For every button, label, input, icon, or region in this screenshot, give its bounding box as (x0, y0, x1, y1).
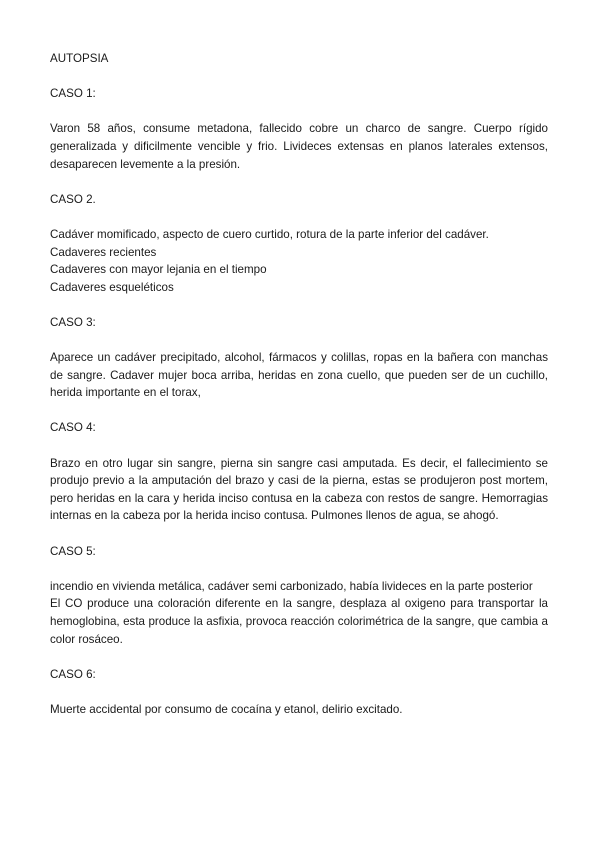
case-5-paragraph: incendio en vivienda metálica, cadáver semi carbonizado, había livideces en la parte posterior (50, 579, 533, 593)
case-6-paragraph: Muerte accidental por consumo de cocaína y etanol, delirio excitado. (50, 702, 403, 716)
case-3-heading: CASO 3: (50, 315, 96, 329)
case-5-paragraph: El CO produce una coloración diferente en la sangre, desplaza al oxigeno para transportar la hemoglobina, esta produce la asfixia, provoca reacción colorimétrica de la sangre, que cambia a color rosáceo. (50, 597, 548, 646)
case-4-paragraph: Brazo en otro lugar sin sangre, pierna sin sangre casi amputada. Es decir, el fallecimiento se produjo previo a la amputación del brazo y casi de la pierna, estas se produjeron post mortem, pero heridas en la cara y herida inciso contusa en la cabeza con restos de sangre. Hemorragias internas en la cabeza por la herida inciso contusa. Pulmones llenos de agua, se ahogó. (50, 456, 548, 523)
case-2-heading: CASO 2. (50, 192, 96, 206)
case-4-heading: CASO 4: (50, 421, 96, 435)
case-1-paragraph: Varon 58 años, consume metadona, fallecido cobre un charco de sangre. Cuerpo rígido generalizada y dificilmente vencible y frio. Livideces extensas en planos laterales extensos, desaparecen levemente a la presión. (50, 122, 548, 171)
case-5-heading: CASO 5: (50, 544, 96, 558)
case-2-list-item: Cadaveres esqueléticos (50, 280, 174, 294)
case-2-paragraph: Cadáver momificado, aspecto de cuero curtido, rotura de la parte inferior del cadáver. (50, 227, 489, 241)
case-6-heading: CASO 6: (50, 667, 96, 681)
document-page (50, 50, 548, 736)
case-5-body (50, 578, 548, 648)
case-2-list-item: Cadaveres recientes (50, 245, 157, 259)
case-3-paragraph: Aparece un cadáver precipitado, alcohol, fármacos y colillas, ropas en la bañera con manchas de sangre. Cadaver mujer boca arriba, heridas en zona cuello, que pueden ser de un cuchillo, herida importante en el torax, (50, 351, 548, 400)
case-2-body (50, 226, 548, 296)
case-2-list-item: Cadaveres con mayor lejania en el tiempo (50, 263, 267, 277)
document-title: AUTOPSIA (50, 52, 109, 65)
case-1-heading: CASO 1: (50, 87, 96, 101)
